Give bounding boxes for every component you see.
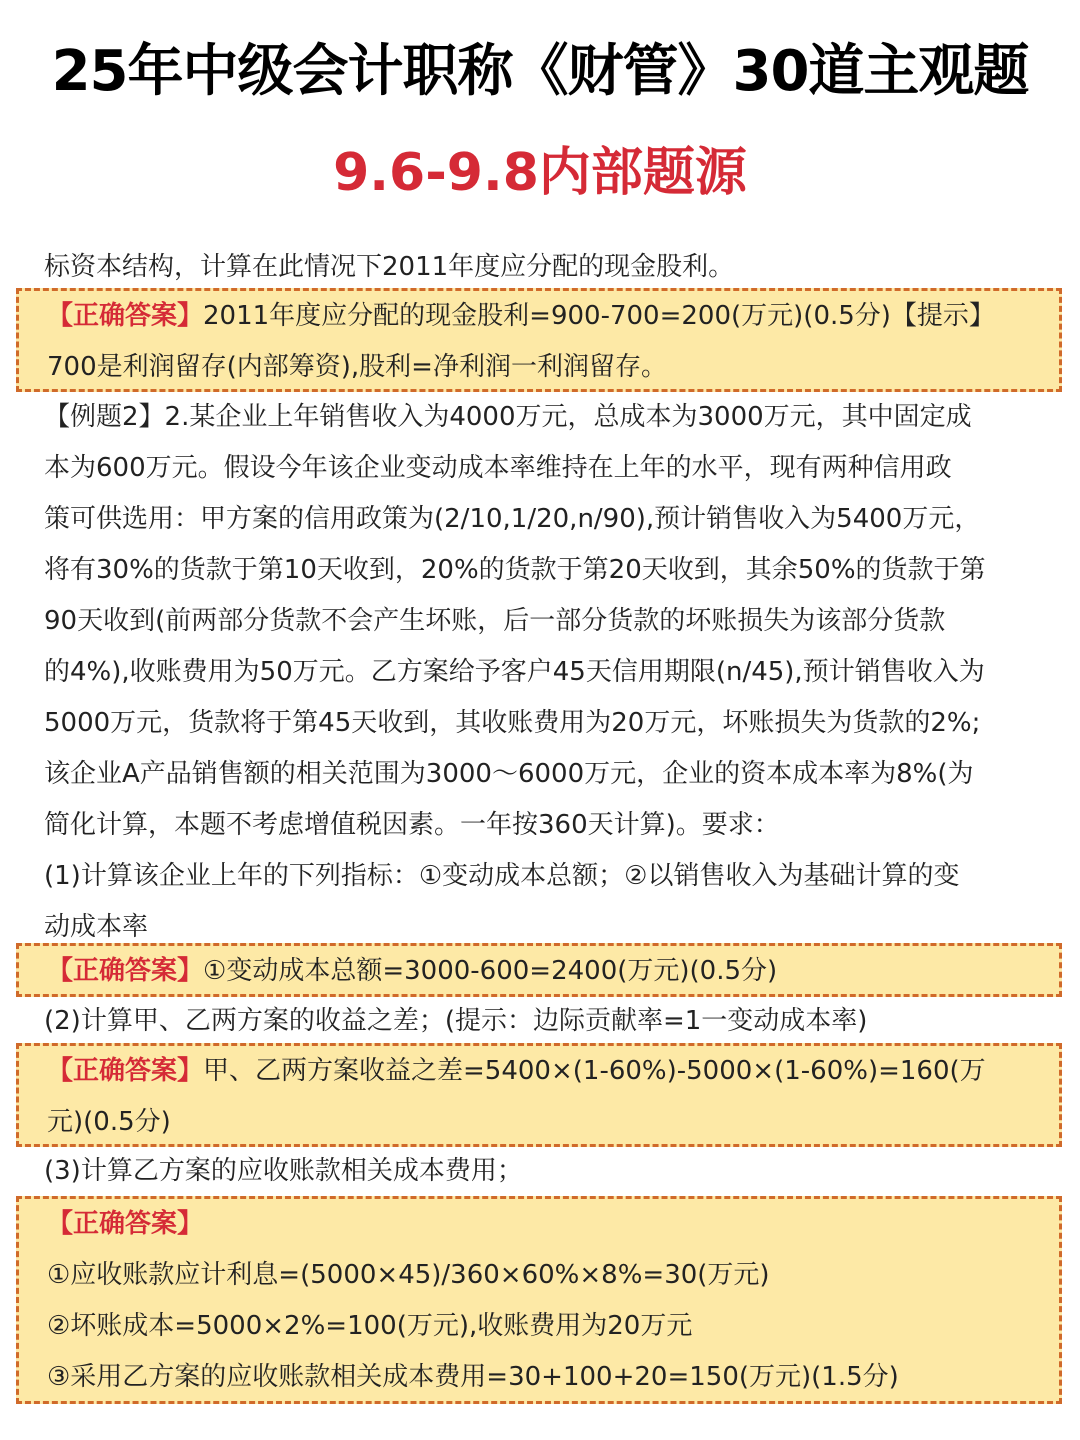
- question-line: 动成本率: [44, 912, 149, 942]
- answer-line: [47, 946, 1059, 997]
- answer-text: 2011年度应分配的现金股利=900-700=200(万元)(0.5分)【提示】: [203, 301, 995, 331]
- answer-text: 甲、乙两方案收益之差=5400×(1-60%)-5000×(1-60%)=160(万: [203, 1056, 986, 1086]
- answer-label: 【正确答案】: [47, 1056, 204, 1086]
- answer-box-2: [16, 943, 1062, 997]
- question-paragraph: [44, 392, 1044, 953]
- intro-line: 标资本结构，计算在此情况下2011年度应分配的现金股利。: [44, 252, 735, 282]
- answer-box-3: [16, 1043, 1062, 1147]
- question-line: 90天收到(前两部分货款不会产生坏账，后一部分货款的坏账损失为该部分货款: [44, 606, 946, 636]
- page-subtitle: 9.6-9.8内部题源: [333, 143, 747, 203]
- question-3: [44, 1146, 1044, 1197]
- answer-box-1: [16, 288, 1062, 392]
- answer-box-4: [16, 1196, 1062, 1404]
- answer-label: 【正确答案】: [47, 301, 204, 331]
- question-line: 策可供选用：甲方案的信用政策为(2/10,1/20,n/90),预计销售收入为5400万元，: [44, 504, 981, 534]
- answer-line: 元)(0.5分): [47, 1107, 171, 1137]
- answer-label: 【正确答案】: [47, 956, 204, 986]
- answer-line: 700是利润留存(内部筹资),股利=净利润一利润留存。: [47, 352, 667, 382]
- question-line: 【例题2】2.某企业上年销售收入为4000万元，总成本为3000万元，其中固定成: [44, 402, 972, 432]
- question-line: 简化计算，本题不考虑增值税因素。一年按360天计算)。要求：: [44, 810, 780, 840]
- question-line: (2)计算甲、乙两方案的收益之差；(提示：边际贡献率=1一变动成本率): [44, 1006, 868, 1036]
- answer-label: 【正确答案】: [47, 1209, 204, 1239]
- question-2: [44, 996, 1044, 1047]
- question-line: 5000万元，货款将于第45天收到，其收账费用为20万元，坏账损失为货款的2%;: [44, 708, 981, 738]
- answer-line: [47, 1046, 1059, 1097]
- question-line: 的4%),收账费用为50万元。乙方案给予客户45天信用期限(n/45),预计销售收入为: [44, 657, 985, 687]
- page-title: 25年中级会计职称《财管》30道主观题: [51, 39, 1029, 104]
- question-line: (1)计算该企业上年的下列指标：①变动成本总额；②以销售收入为基础计算的变: [44, 861, 960, 891]
- answer-line: [47, 291, 1059, 342]
- answer-line: ②坏账成本=5000×2%=100(万元),收账费用为20万元: [47, 1311, 693, 1341]
- question-line: 本为600万元。假设今年该企业变动成本率维持在上年的水平，现有两种信用政: [44, 453, 952, 483]
- answer-text: ①变动成本总额=3000-600=2400(万元)(0.5分): [203, 956, 778, 986]
- question-line: 该企业A产品销售额的相关范围为3000～6000万元，企业的资本成本率为8%(为: [44, 759, 974, 789]
- question-line: (3)计算乙方案的应收账款相关成本费用；: [44, 1156, 523, 1186]
- answer-line: ①应收账款应计利息=(5000×45)/360×60%×8%=30(万元): [47, 1260, 770, 1290]
- question-line: 将有30%的货款于第10天收到，20%的货款于第20天收到，其余50%的货款于第: [44, 555, 986, 585]
- intro-paragraph: [44, 242, 1044, 293]
- answer-line: ③采用乙方案的应收账款相关成本费用=30+100+20=150(万元)(1.5分): [47, 1362, 899, 1392]
